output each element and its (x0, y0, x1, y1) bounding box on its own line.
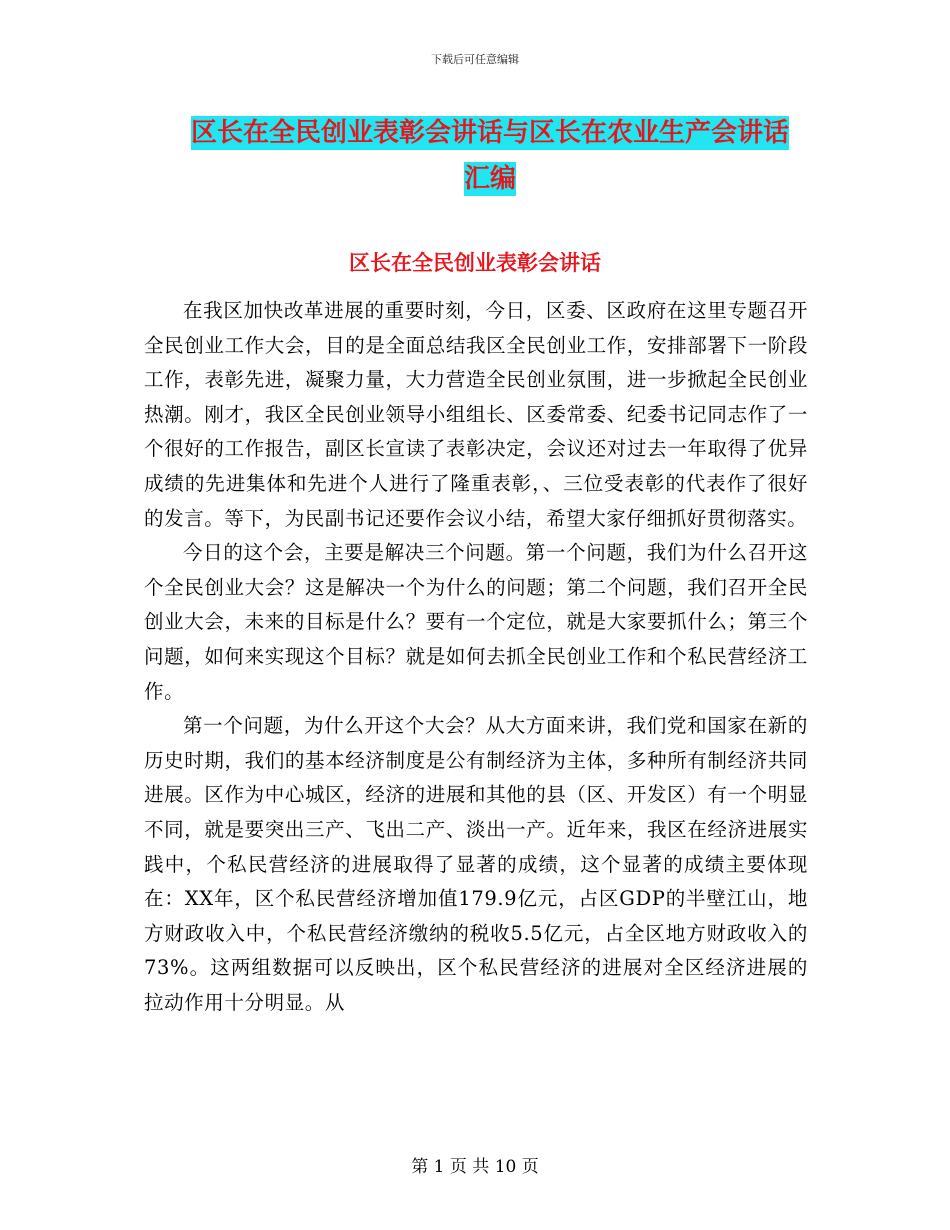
document-body (144, 294, 808, 1020)
paragraph: 在我区加快改革进展的重要时刻，今日，区委、区政府在这里专题召开全民创业工作大会，目的是全面总结我区全民创业工作，安排部署下一阶段工作，表彰先进，凝聚力量，大力营造全民创业氛围，进一步掀起全民创业热潮。刚才，我区全民创业领导小组组长、区委常委、纪委书记同志作了一个很好的工作报告，副区长宣读了表彰决定，会议还对过去一年取得了优异成绩的先进集体和先进个人进行了隆重表彰，、三位受表彰的代表作了很好的发言。等下，为民副书记还要作会议小结，希望大家仔细抓好贯彻落实。 (144, 299, 808, 530)
section-title: 区长在全民创业表彰会讲话 (349, 251, 601, 275)
page-header-note: 下载后可任意编辑 (431, 53, 519, 66)
paragraph: 今日的这个会，主要是解决三个问题。第一个问题，我们为什么召开这个全民创业大会？这是解决一个为什么的问题；第二个问题，我们召开全民创业大会，未来的目标是什么？要有一个定位，就是大家要抓什么；第三个问题，如何来实现这个目标？就是如何去抓全民创业工作和个私民营经济工作。 (144, 541, 808, 703)
document-title (140, 110, 840, 202)
page-number-footer: 第 1 页 共 10 页 (411, 1157, 539, 1177)
document-title-line-2: 汇编 (463, 164, 516, 194)
paragraph: 第一个问题，为什么开这个大会？从大方面来讲，我们党和国家在新的历史时期，我们的基本经济制度是公有制经济为主体，多种所有制经济共同进展。区作为中心城区，经济的进展和其他的县（区、开发区）有一个明显不同，就是要突出三产、飞出二产、淡出一产。近年来，我区在经济进展实践中，个私民营经济的进展取得了显著的成绩，这个显著的成绩主要体现在：XX年，区个私民营经济增加值179.9亿元，占区GDP的半壁江山，地方财政收入中，个私民营经济缴纳的税收5.5亿元，占全区地方财政收入的73%。这两组数据可以反映出，区个私民营经济的进展对全区经济进展的拉动作用十分明显。从 (144, 714, 808, 1014)
document-title-line-1: 区长在全民创业表彰会讲话与区长在农业生产会讲话 (190, 118, 789, 148)
